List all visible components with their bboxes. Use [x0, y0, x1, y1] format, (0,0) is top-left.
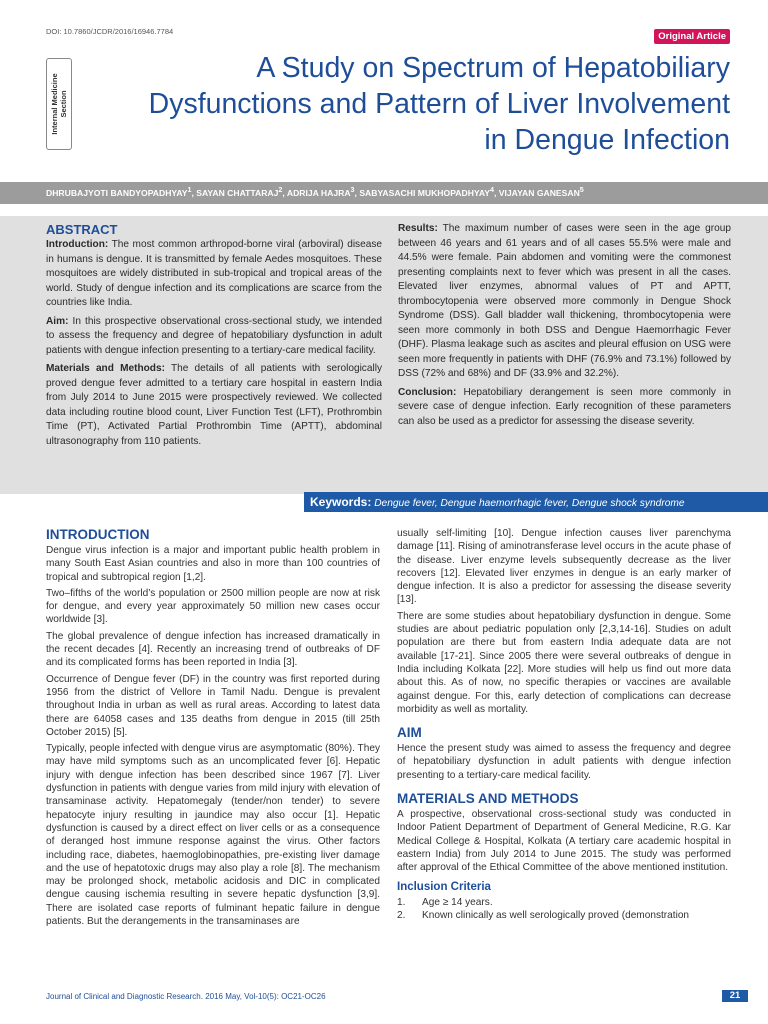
list-item	[397, 909, 731, 922]
abstract-results	[398, 222, 731, 382]
keywords-label: Keywords:	[310, 495, 372, 509]
body-right-column	[397, 527, 731, 922]
doi-text: DOI: 10.7860/JCDR/2016/16946.7784	[46, 27, 174, 36]
list-item-number: 1.	[397, 896, 406, 908]
paragraph: Two–fifths of the world’s population or 2500 million people are now at risk for dengue, and every year approximately 50 million new cases occur worldwide [3].	[46, 587, 380, 626]
paragraph: A prospective, observational cross-sectional study was conducted in Indoor Patient Department of Department of General Medicine, R.G. Kar Medical College & Hospital, Kolkata (A tertiary care academic hospital in eastern India) from July 2014 to June 2015. The study was performed after approval of the Ethical Committee of the above mentioned institution.	[397, 809, 731, 874]
article-type-badge: Original Article	[654, 29, 730, 44]
paragraph: There are some studies about hepatobiliary dysfunction in dengue. Some studies are about pediatric population only [2,3,14-16]. Studies on adult population are there but from eastern India adequate data are not available [17-21]. Since 2005 there were several outbreaks of dengue in India including Kolkata [22]. More studies will help us find out more data about this. As of now, no specific therapies or vaccines are available against dengue. For this, early detection of complications can decrease morbidity as well as mortality.	[397, 610, 731, 715]
abstract-methods-label: Materials and Methods:	[46, 363, 165, 374]
author-name: ADRIJA HAJRA	[286, 187, 351, 198]
abstract-aim-label: Aim:	[46, 315, 69, 327]
section-tag-line1: Internal Medicine	[50, 73, 59, 135]
article-title: A Study on Spectrum of Hepatobiliary Dysfunctions and Pattern of Liver Involvement in Dengue Infection	[148, 52, 730, 156]
section-tag	[46, 58, 72, 150]
author-affiliation: 3	[350, 186, 355, 194]
section-tag-line2: Section	[59, 90, 68, 118]
abstract-conclusion	[398, 386, 731, 430]
list-item	[397, 896, 731, 909]
keywords-bar	[304, 492, 768, 512]
abstract-conclusion-label: Conclusion:	[398, 386, 457, 398]
section-tag-label	[50, 73, 68, 134]
list-item-text: Age ≥ 14 years.	[422, 896, 493, 908]
introduction-heading: INTRODUCTION	[46, 527, 150, 542]
page-number: 21	[722, 990, 748, 1002]
abstract-intro-label: Introduction:	[46, 239, 109, 250]
author-affiliation: 2	[278, 186, 283, 194]
keywords-text: Dengue fever, Dengue haemorrhagic fever, Dengue shock syndrome	[374, 498, 685, 509]
author-name: DHRUBAJYOTI BANDYOPADHYAY	[46, 187, 188, 198]
abstract-results-text: The maximum number of cases were seen in the age group between 46 years and 61 years and of all cases 55.5% were male and 44.5% were female. Pain abdomen and vomiting were the commonest presenting complaints next to fever which was present in all the cases. Elevated liver enzymes, abnormal values of PT and APTT, thrombocytopenia were observed more commonly in Dengue Shock Syndrome (DSS). Gall bladder wall thickening, thrombocytopenia were seen more commonly in both DSS and Dengue Haemorrhagic Fever (DHF). Plasma leakage such as ascites and pleural effusion on USG were seen more frequently in patients with DHF (76.9% and 73.1%) followed by DSS (72% and 68%) and DF (33.9% and 32.2%).	[398, 223, 732, 379]
abstract-conclusion-text: Hepatobiliary derangement is seen more commonly in severe case of dengue infection. Early recognition of these parameters can also be used as a predictor for assessing the disease severity.	[398, 386, 731, 427]
author-name: SAYAN CHATTARAJ	[196, 187, 279, 198]
abstract-results-label: Results:	[398, 223, 438, 234]
author-bar: DHRUBAJYOTI BANDYOPADHYAY$^1$, SAYAN CHATTARAJ$^2$, ADRIJA HAJRA$^3$, SABYASACHI MUKHOPADHYAY$^4$, VIJAYAN GANESAN$^5$	[0, 182, 768, 204]
abstract-introduction	[46, 238, 382, 311]
abstract-left-column	[46, 222, 382, 453]
paragraph: Typically, people infected with dengue virus are asymptomatic (80%). They may have mild symptoms such as an uncomplicated fever [6]. Hepatic injury with dengue infection has been described since 1967 [7]. Liver dysfunction in patients with dengue varies from mild injury with elevation of transaminase activity. Hepatomegaly (tender/non tender) to severe hepatocyte injury resulting in jaundice may also occur [1]. Hepatic dysfunction is caused by a direct effect on liver cells or as a consequence of deranged host immune response against the virus. Other factors including race, diabetes, haemoglobinopathies, pre-existing liver damage and the use of hepatotoxic drugs may also play a role [8]. The mechanism may be prolonged shock, metabolic acidosis and DIC in complicated dengue causing ischemia resulting in severe hepatic dysfunction [3,9]. There are isolated case reports of fulminant hepatic failure in dengue patients. But the derangements in the transaminases are	[46, 743, 380, 928]
list-item-number: 2.	[397, 909, 406, 921]
paragraph: usually self-limiting [10]. Dengue infection causes liver parenchyma damage [11]. Rising of aminotransferase level occurs in the acute phase of the disease. Liver enzyme levels subsequently decrease as the liver recovers [12]. Elevated liver enzymes in dengue is an early marker of dengue infection. It is also a predictor for assessing the disease severity [13].	[397, 528, 731, 606]
author-affiliation: 4	[490, 186, 494, 194]
inclusion-criteria-heading: Inclusion Criteria	[397, 880, 491, 893]
abstract-methods-text: The details of all patients with serologically proved dengue fever admitted to a tertiary care hospital in eastern India from July 2014 to June 2015 were prospectively reviewed. We collected data including routine blood count, Liver Function Test (LFT), Prothrombin Time (PT), Activated Partial Prothrombin Time (APTT), abdominal ultrasonography from 110 patients.	[46, 363, 383, 447]
journal-footer: Journal of Clinical and Diagnostic Research. 2016 May, Vol-10(5): OC21-OC26	[46, 992, 326, 1001]
abstract-methods	[46, 362, 382, 449]
methods-heading: MATERIALS AND METHODS	[397, 791, 579, 807]
abstract-aim-text: In this prospective observational cross-sectional study, we intended to assess the frequency and degree of hepatobiliary dysfunction in adult patients with dengue infection presenting to a tertiary-care medical facility.	[46, 315, 382, 356]
abstract-intro-text: The most common arthropod-borne viral (arboviral) disease in humans is dengue. It is transmitted by female Aedes mosquitoes. These mosquitoes are widely distributed in sub-tropical and tropical areas of the world. Study of dengue infection and its complications are scarce from the countries like India.	[46, 239, 382, 308]
author-name: VIJAYAN GANESAN	[498, 187, 580, 198]
body-left-column	[46, 527, 380, 931]
author-affiliation: 5	[579, 186, 584, 194]
paragraph: Hence the present study was aimed to assess the frequency and degree of hepatobiliary dysfunction in adult patients with dengue infection presenting to a tertiary-care medical facility.	[397, 743, 731, 781]
paragraph: Occurrence of Dengue fever (DF) in the country was first reported during 1956 from the district of Vellore in Tamil Nadu. Dengue is prevalent throughout India in urban as well as rural areas. According to latest data there are 64058 cases and 135 deaths from dengue in 2015 (till 25th October 2015) [5].	[46, 673, 380, 738]
abstract-aim	[46, 315, 382, 359]
abstract-right-column	[398, 222, 731, 433]
aim-heading: AIM	[397, 725, 422, 741]
abstract-heading: ABSTRACT	[46, 222, 118, 237]
author-affiliation: 1	[187, 186, 192, 194]
list-item-text: Known clinically as well serologically proved (demonstration	[422, 909, 690, 921]
author-name: SABYASACHI MUKHOPADHYAY	[359, 187, 490, 198]
paragraph: The global prevalence of dengue infection has increased dramatically in the recent decades [4]. Recently an increasing trend of outbreaks of DF and its complicated forms has been reported in India [3].	[46, 630, 380, 669]
paragraph: Dengue virus infection is a major and important public health problem in many South East Asian countries and also in more than 100 countries of tropical and subtropical region [1,2].	[46, 545, 380, 583]
